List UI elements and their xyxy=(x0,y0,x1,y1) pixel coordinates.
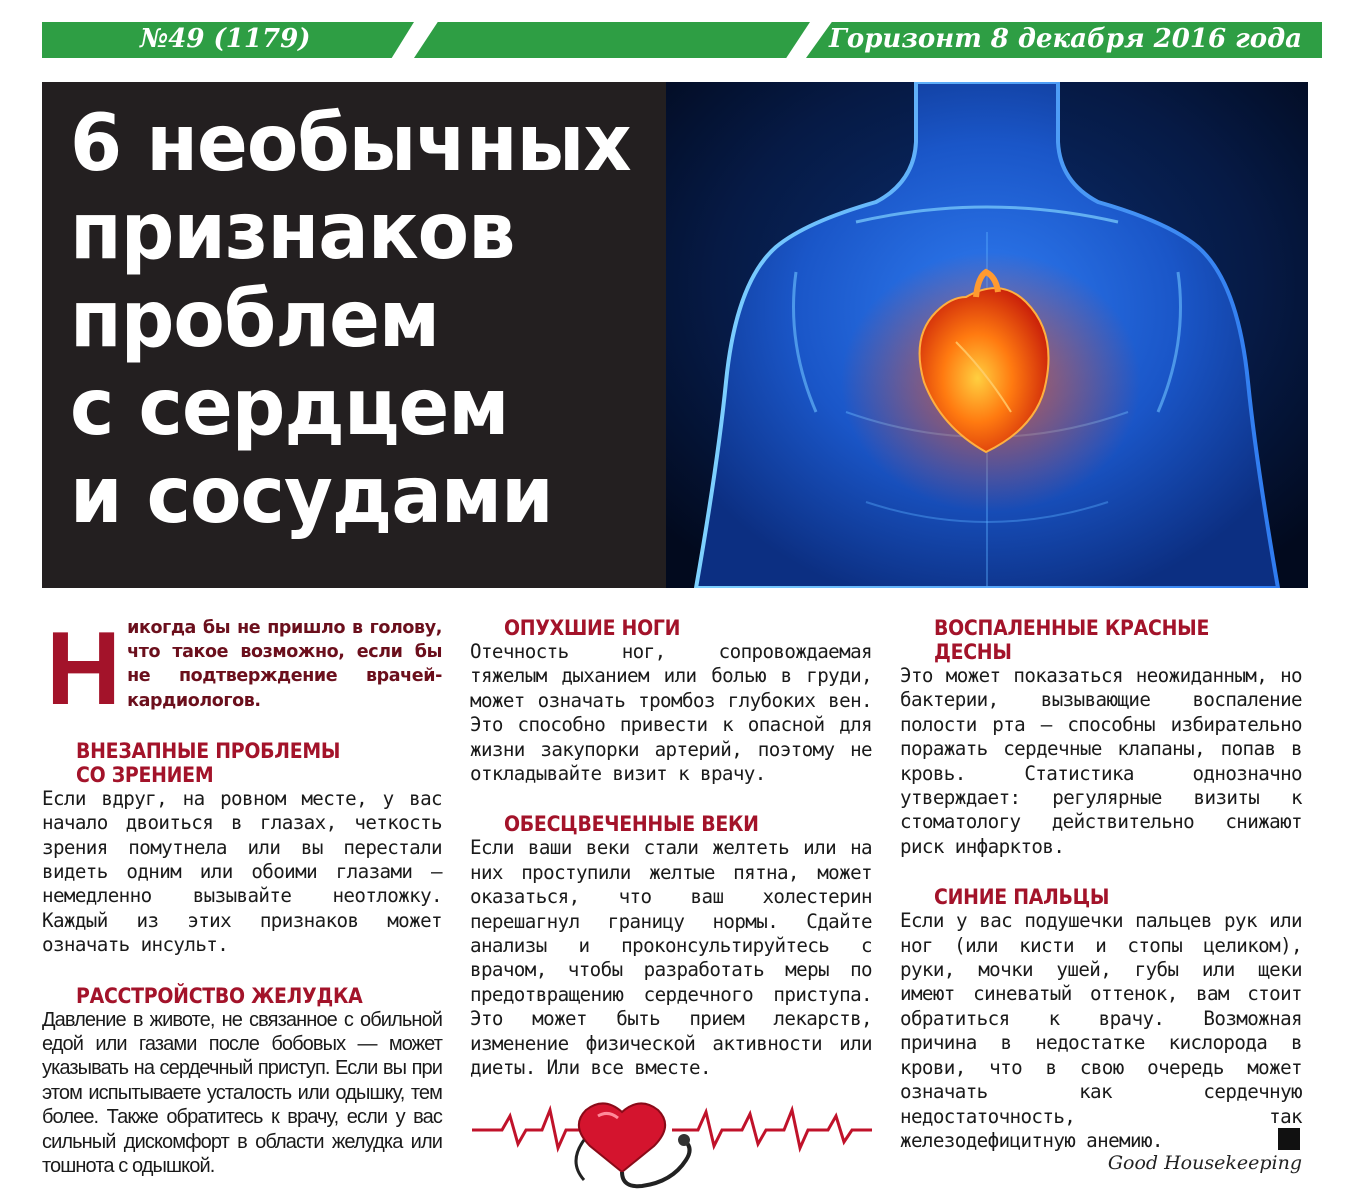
section-heading: ВНЕЗАПНЫЕ ПРОБЛЕМЫ СО ЗРЕНИЕМ xyxy=(76,738,341,787)
hero-image-torso-heart xyxy=(666,82,1308,588)
drop-cap: Н xyxy=(46,611,122,727)
column-3 xyxy=(900,616,1302,1153)
issue-number: №49 (1179) xyxy=(140,24,311,54)
section-heading: СИНИЕ ПАЛЬЦЫ xyxy=(934,885,1110,910)
section-heading: ОПУХШИЕ НОГИ xyxy=(504,616,681,640)
section-heading: ОБЕСЦВЕЧЕННЫЕ ВЕКИ xyxy=(504,812,759,837)
intro-paragraph xyxy=(42,611,442,727)
title-line: и сосудами xyxy=(70,451,553,541)
section-text: Давление в животе, не связанное с обильной едой или газами после бобовых — может указывать на сердечный приступ. Если вы при этом испытываете усталость или одышку, тем более. Также обратитесь к врачу, если у вас сильный дискомфорт в области желудка или тошнота с одышкой. xyxy=(42,1008,442,1178)
publication-date: Горизонт 8 декабря 2016 года xyxy=(828,24,1302,54)
section-heading: ВОСПАЛЕННЫЕ КРАСНЫЕ ДЕСНЫ xyxy=(934,616,1210,664)
title-line: 6 необычных xyxy=(70,99,631,189)
section-text: Это может показаться неожиданным, но бактерии, вызывающие воспаление полости рта — способны избирательно поражать сердечные клапаны, попав в кровь. Статистика однозначно утверждает: регулярные визиты к стоматологу действительно снижают риск инфарктов. xyxy=(900,664,1302,858)
intro-text: икогда бы не пришло в голову, что такое возможно, если бы не подтверждение врачей-кардиологов. xyxy=(127,618,442,711)
header-band-middle xyxy=(414,22,810,58)
article-title xyxy=(70,100,631,540)
title-line: признаков xyxy=(70,187,515,277)
heart-stethoscope-illustration xyxy=(472,1100,872,1190)
title-line: с сердцем xyxy=(70,363,509,453)
section-heading: РАССТРОЙСТВО ЖЕЛУДКА xyxy=(76,983,363,1008)
source-credit: Good Housekeeping xyxy=(1107,1152,1302,1174)
section-text: Отечность ног, сопровождаемая тяжелым дыханием или болью в груди, может означать тромбоз глубоких вен. Это способно привести к опасной для жизни закупорки артерий, поэтому не откладывайте визит к врачу. xyxy=(470,640,872,786)
title-line: проблем xyxy=(70,275,440,365)
section-text: Если вдруг, на ровном месте, у вас начало двоиться в глазах, четкость зрения помутнела или вы перестали видеть одним или обоими глазами — немедленно вызывайте неотложку. Каждый из этих признаков может означать инсульт. xyxy=(42,786,442,957)
torso-heart-illustration xyxy=(666,82,1308,588)
end-of-article-mark xyxy=(1278,1128,1300,1150)
column-2 xyxy=(470,616,872,1081)
section-text: Если ваши веки стали желтеть или на них проступили желтые пятна, может оказаться, что ваш холестерин перешагнул границу нормы. Сдайте анализы и проконсультируйтесь с врачом, чтобы разработать меры по предотвращению сердечного приступа. Это может быть прием лекарств, изменение физической активности или диеты. Или все вместе. xyxy=(470,836,872,1080)
section-text: Если у вас подушечки пальцев рук или ног (или кисти и стопы целиком), руки, мочки ушей, губы или щеки имеют синеватый оттенок, вам стоит обратиться к врачу. Возможная причина в недостатке кислорода в крови, что в свою очередь может означать как сердечную недостаточность, так железодефицитную анемию. xyxy=(900,909,1302,1152)
column-1 xyxy=(42,611,442,1179)
